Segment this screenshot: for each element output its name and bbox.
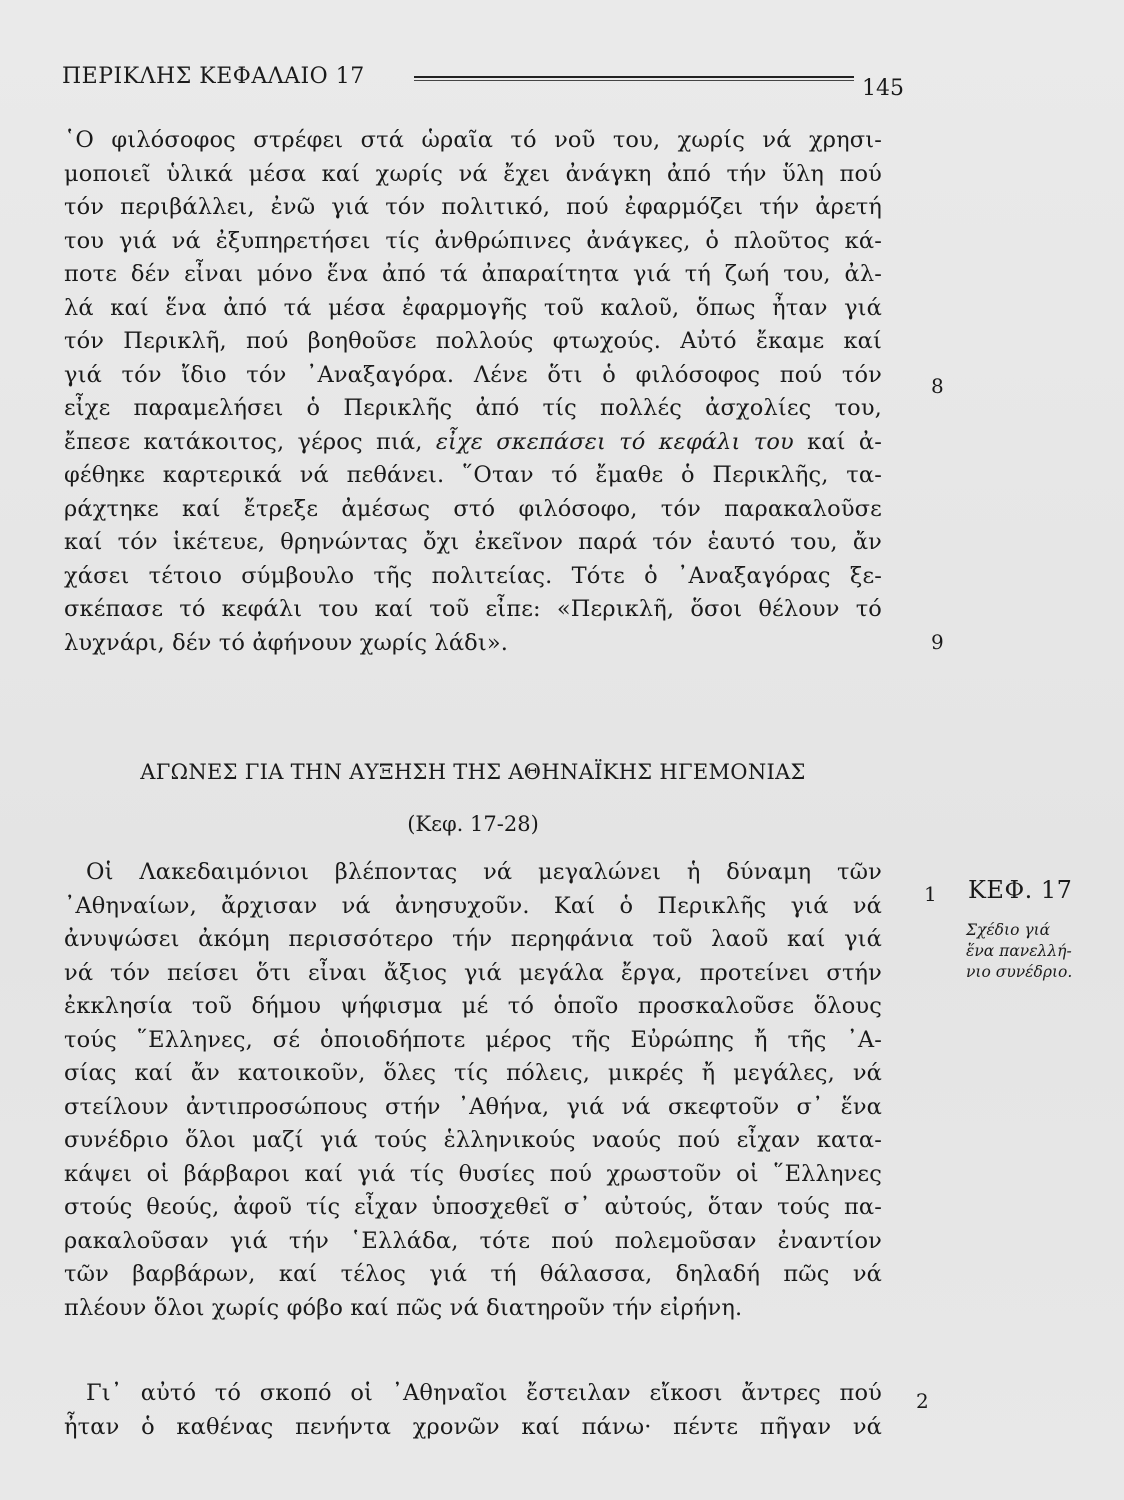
margin-section-number: 2	[916, 1389, 929, 1413]
text-line: τόν περιβάλλει, ἐνῶ γιά τόν πολιτικό, πού ἐφαρμόζει τήν ἀρετή	[64, 194, 882, 220]
text-line-mixed	[64, 426, 882, 460]
text-line: ράχτηκε καί ἔτρεξε ἀμέσως στό φιλόσοφο, τόν παρακαλοῦσε	[64, 495, 882, 522]
header-rule	[414, 76, 854, 81]
section-subheading: (Κεφ. 17-28)	[407, 812, 539, 836]
text-line: εἶχε παραμελήσει ὁ Περικλῆς ἀπό τίς πολλές ἀσχολίες του,	[64, 395, 882, 421]
margin-section-number: 1	[924, 882, 937, 906]
text-line: ἀνυψώσει ἀκόμη περισσότερο τήν περηφάνια τοῦ λαοῦ καί γιά	[64, 926, 882, 952]
text-line: στούς θεούς, ἀφοῦ τίς εἶχαν ὑποσχεθεῖ σ᾿ αὐτούς, ὅταν τούς πα-	[64, 1194, 882, 1220]
italic-phrase: εἶχε σκεπάσει τό κεφάλι του	[435, 428, 794, 455]
text-line: συνέδριο ὅλοι μαζί γιά τούς ἑλληνικούς ναούς πού εἶχαν κατα-	[64, 1127, 882, 1153]
text-line: χάσει τέτοιο σύμβουλο τῆς πολιτείας. Τότε ὁ ᾿Αναξαγόρας ξε-	[64, 562, 882, 589]
text-line: σκέπασε τό κεφάλι του καί τοῦ εἶπε: «Περικλῆ, ὅσοι θέλουν τό	[64, 596, 882, 622]
margin-note	[966, 920, 1106, 983]
margin-note-line: νιο συνέδριο.	[966, 963, 1073, 981]
margin-note-line: ἕνα πανελλή-	[966, 942, 1072, 960]
margin-note-line: Σχέδιο γιά	[966, 921, 1051, 939]
text-line: κάψει οἱ βάρβαροι καί γιά τίς θυσίες πού χρωστοῦν οἱ ῞Ελληνες	[64, 1160, 882, 1187]
text-line: Οἱ Λακεδαιμόνιοι βλέποντας νά μεγαλώνει ἡ δύναμη τῶν	[86, 859, 882, 885]
running-header	[62, 64, 904, 104]
margin-section-number: 8	[931, 374, 944, 398]
text-line: ῾Ο φιλόσοφος στρέφει στά ὡραῖα τό νοῦ του, χωρίς νά χρησι-	[64, 127, 882, 153]
section-heading: ΑΓΩΝΕΣ ΓΙΑ ΤΗΝ ΑΥΞΗΣΗ ΤΗΣ ΑΘΗΝΑΪΚΗΣ ΗΓΕΜΟΝΙΑΣ	[140, 760, 806, 784]
running-title: ΠΕΡΙΚΛΗΣ ΚΕΦΑΛΑΙΟ 17	[62, 64, 365, 89]
margin-section-number: 9	[931, 630, 944, 654]
text-line: ἦταν ὁ καθένας πενήντα χρονῶν καί πάνω· πέντε πῆγαν νά	[64, 1413, 882, 1440]
text-line: μοποιεῖ ὑλικά μέσα καί χωρίς νά ἔχει ἀνάγκη ἀπό τήν ὕλη πού	[64, 160, 882, 187]
text-line: στείλουν ἀντιπροσώπους στήν ᾿Αθήνα, γιά νά σκεφτοῦν σ᾿ ἕνα	[64, 1093, 882, 1120]
text-line: σίας καί ἄν κατοικοῦν, ὅλες τίς πόλεις, μικρές ἤ μεγάλες, νά	[64, 1060, 882, 1086]
text-line: λά καί ἕνα ἀπό τά μέσα ἐφαρμογῆς τοῦ καλοῦ, ὅπως ἦταν γιά	[64, 294, 882, 321]
text-line: ρακαλοῦσαν γιά τήν ῾Ελλάδα, τότε πού πολεμοῦσαν ἐναντίον	[64, 1227, 882, 1254]
text-line: πλέουν ὅλοι χωρίς φόβο καί πῶς νά διατηροῦν τήν εἰρήνη.	[64, 1294, 743, 1321]
text-line: τόν Περικλῆ, πού βοηθοῦσε πολλούς φτωχούς. Αὐτό ἔκαμε καί	[64, 328, 882, 354]
paragraph-3	[64, 1377, 882, 1444]
text-line: ᾿Αθηναίων, ἄρχισαν νά ἀνησυχοῦν. Καί ὁ Περικλῆς γιά νά	[64, 892, 882, 919]
text-line: καί τόν ἱκέτευε, θρηνώντας ὄχι ἐκεῖνον παρά τόν ἑαυτό του, ἄν	[64, 529, 882, 555]
text-line: γιά τόν ἴδιο τόν ᾿Αναξαγόρα. Λένε ὅτι ὁ φιλόσοφος πού τόν	[64, 361, 882, 388]
page-number: 145	[862, 76, 904, 101]
text-line: ἐκκλησία τοῦ δήμου ψήφισμα μέ τό ὁποῖο προσκαλοῦσε ὅλους	[64, 993, 882, 1019]
text-segment: ἔπεσε κατάκοιτος, γέρος πιά,	[64, 428, 423, 455]
text-line: λυχνάρι, δέν τό ἀφήνουν χωρίς λάδι».	[64, 629, 509, 656]
chapter-label: ΚΕΦ. 17	[968, 876, 1073, 904]
text-line: νά τόν πείσει ὅτι εἶναι ἄξιος γιά μεγάλα ἔργα, προτείνει στήν	[64, 959, 882, 986]
text-line: Γι᾿ αὐτό τό σκοπό οἱ ᾿Αθηναῖοι ἔστειλαν εἴκοσι ἄντρες πού	[86, 1380, 882, 1406]
paragraph-2	[64, 856, 882, 1325]
text-line: φέθηκε καρτερικά νά πεθάνει. ῞Οταν τό ἔμαθε ὁ Περικλῆς, τα-	[64, 462, 882, 488]
text-line: ποτε δέν εἶναι μόνο ἕνα ἀπό τά ἀπαραίτητα γιά τή ζωή του, ἀλ-	[64, 261, 882, 287]
text-segment: καί ἀ-	[807, 428, 882, 455]
paragraph-1	[64, 124, 882, 660]
text-line: τούς ῞Ελληνες, σέ ὁποιοδήποτε μέρος τῆς Εὐρώπης ἤ τῆς ᾿Α-	[64, 1026, 882, 1053]
text-line: του γιά νά ἐξυπηρετήσει τίς ἀνθρώπινες ἀνάγκες, ὁ πλοῦτος κά-	[64, 227, 882, 254]
text-line: τῶν βαρβάρων, καί τέλος γιά τή θάλασσα, δηλαδή πῶς νά	[64, 1261, 882, 1287]
